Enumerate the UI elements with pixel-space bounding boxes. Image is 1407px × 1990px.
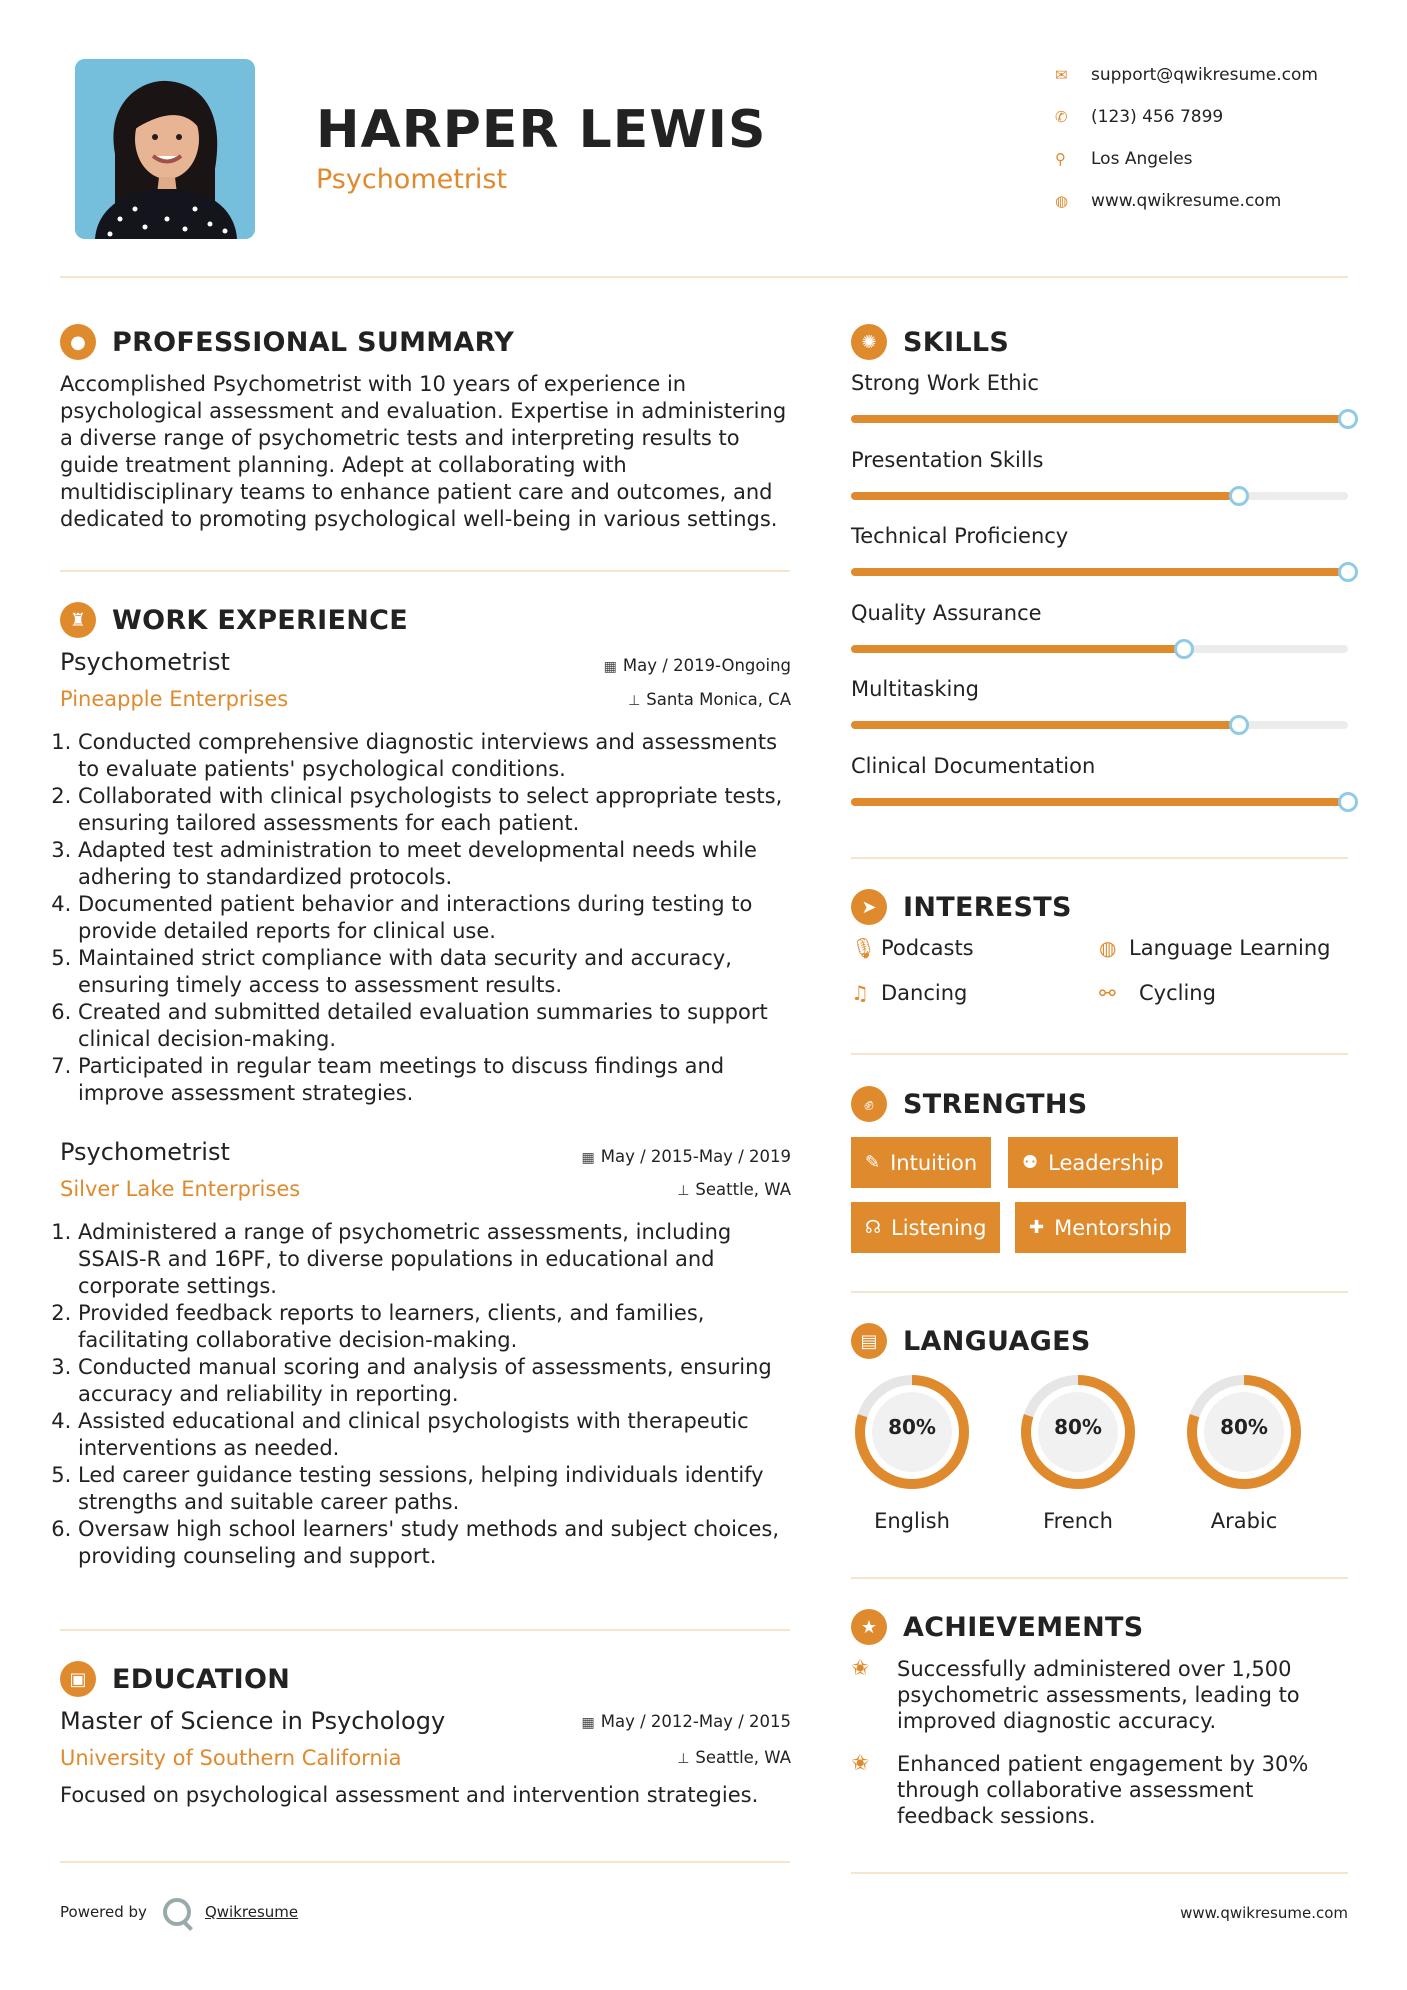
id-card-icon: ▤ (851, 1323, 887, 1359)
summary-heading (60, 324, 514, 360)
paper-plane-icon: ➤ (851, 889, 887, 925)
list-item: 6. Created and submitted detailed evaluation summaries to support clinical decision-making. (78, 999, 800, 1053)
contact-website-text: www.qwikresume.com (1091, 191, 1282, 211)
globe-icon: ◍ (1099, 936, 1117, 960)
achievements-divider (851, 1872, 1348, 1874)
skill-bar-fill (851, 798, 1348, 806)
education-description: Focused on psychological assessment and intervention strategies. (60, 1783, 759, 1807)
chair-icon: ♜ (60, 602, 96, 638)
candidate-title: Psychometrist (316, 164, 508, 195)
language-percent: 80% (888, 1415, 936, 1439)
calendar-icon: ▦ (581, 1715, 595, 1731)
skill-bar (851, 492, 1348, 500)
list-item: 4. Assisted educational and clinical psychologists with therapeutic interventions as needed. (78, 1408, 800, 1462)
star-icon: ✬ (851, 1751, 870, 1776)
language-item (1017, 1371, 1139, 1533)
pin-icon: ⊥ (677, 1183, 690, 1199)
header-divider (60, 276, 1348, 278)
skill-bar-knob (1338, 792, 1358, 812)
location-icon: ⚲ (1055, 150, 1066, 168)
phone-icon: ✆ (1055, 108, 1068, 126)
achievement-text: Successfully administered over 1,500 psychometric assessments, leading to improved diagnostic accuracy. (897, 1657, 1300, 1733)
list-item: 7. Participated in regular team meetings to discuss findings and improve assessment strategies. (78, 1053, 800, 1107)
job-2-dates-text: May / 2015-May / 2019 (600, 1147, 791, 1166)
language-percent: 80% (1220, 1415, 1268, 1439)
list-item: 5. Maintained strict compliance with data security and accuracy, ensuring timely access to assessment results. (78, 945, 800, 999)
achievements-heading-text: ACHIEVEMENTS (903, 1611, 1144, 1643)
experience-divider (60, 1629, 790, 1631)
contact-location (1055, 138, 1385, 180)
contact-website[interactable] (1055, 180, 1385, 222)
interest-language-learning (1099, 936, 1330, 960)
user-plus-icon: ✚ (1029, 1217, 1045, 1238)
strength-mentorship (1015, 1202, 1186, 1253)
skill-bar-fill (851, 721, 1239, 729)
job-1-title: Psychometrist (60, 648, 230, 676)
skill-label: Technical Proficiency (851, 524, 1069, 548)
job-1-dates (604, 656, 791, 675)
education-location (677, 1748, 791, 1767)
skill-bar-knob (1229, 715, 1249, 735)
magic-wand-icon: ✎ (865, 1152, 881, 1173)
skills-divider (851, 857, 1348, 859)
languages-heading-text: LANGUAGES (903, 1325, 1091, 1357)
skill-label: Strong Work Ethic (851, 371, 1039, 395)
skill-bar (851, 798, 1348, 806)
strength-label: Intuition (890, 1150, 978, 1175)
language-item (851, 1371, 973, 1533)
languages-heading (851, 1323, 1091, 1359)
list-item: 1. Conducted comprehensive diagnostic interviews and assessments to evaluate patients' psychological conditions. (78, 729, 800, 783)
strength-leadership (1008, 1137, 1178, 1188)
skill-bar-knob (1338, 562, 1358, 582)
list-item: 4. Documented patient behavior and interactions during testing to provide detailed reports for clinical use. (78, 891, 800, 945)
pin-icon: ⊥ (677, 1751, 690, 1767)
interests-divider (851, 1053, 1348, 1055)
experience-heading (60, 602, 408, 638)
achievements-heading (851, 1609, 1144, 1645)
interest-label: Dancing (881, 981, 968, 1005)
education-heading-text: EDUCATION (112, 1663, 291, 1695)
strengths-heading-text: STRENGTHS (903, 1088, 1088, 1120)
job-2-bullets (60, 1219, 800, 1570)
calendar-icon: ▦ (581, 1150, 595, 1166)
skill-bar (851, 645, 1348, 653)
language-percent: 80% (1054, 1415, 1102, 1439)
powered-by-text: Powered by (60, 1903, 147, 1921)
strength-label: Leadership (1048, 1150, 1164, 1175)
interest-label: Cycling (1139, 981, 1216, 1005)
skills-heading (851, 324, 1009, 360)
education-dates-text: May / 2012-May / 2015 (600, 1712, 791, 1731)
education-divider (60, 1861, 790, 1863)
contact-phone-text: (123) 456 7899 (1091, 107, 1224, 127)
envelope-icon: ✉ (1055, 66, 1068, 84)
skill-bar-fill (851, 415, 1348, 423)
job-1-location (628, 690, 791, 709)
job-2-location-text: Seattle, WA (695, 1180, 791, 1199)
skill-bar-knob (1174, 639, 1194, 659)
achievement-item (851, 1751, 1321, 1829)
user-icon: ● (60, 324, 96, 360)
list-item: 1. Administered a range of psychometric assessments, including SSAIS-R and 16PF, to diverse populations in educational and corporate settings. (78, 1219, 800, 1300)
microphone-icon: 🎙︎ (851, 936, 877, 960)
job-2-dates (582, 1147, 792, 1166)
job-1-company: Pineapple Enterprises (60, 687, 289, 711)
users-icon: ⚉ (1022, 1152, 1039, 1173)
qwikresume-logo-icon (163, 1898, 191, 1926)
contact-list (1055, 54, 1385, 222)
strengths-heading (851, 1086, 1088, 1122)
bicycle-icon: ⚯ (1099, 981, 1116, 1005)
skill-bar (851, 568, 1348, 576)
strengths-divider (851, 1291, 1348, 1293)
summary-heading-text: PROFESSIONAL SUMMARY (112, 326, 515, 358)
summary-text: Accomplished Psychometrist with 10 years of experience in psychological assessment and evaluation. Expertise in administering a diverse range of psychometric tests and interpreting results to guide treatment planning. Adept at collaborating with multidisciplinary teams to enhance patient care and outcomes, and dedicated to promoting psychological well-being in various settings. (60, 372, 787, 531)
globe-icon: ◍ (1055, 192, 1069, 210)
skill-label: Clinical Documentation (851, 753, 1096, 778)
skill-bar-fill (851, 492, 1239, 500)
interest-label: Language Learning (1129, 936, 1331, 960)
list-item: 3. Adapted test administration to meet developmental needs while adhering to standardized protocols. (78, 837, 800, 891)
summary-divider (60, 570, 790, 572)
education-degree: Master of Science in Psychology (60, 1707, 446, 1735)
experience-heading-text: WORK EXPERIENCE (112, 604, 408, 636)
job-2-company: Silver Lake Enterprises (60, 1177, 301, 1201)
profile-photo-illustration (75, 59, 255, 239)
job-1-location-text: Santa Monica, CA (646, 690, 791, 709)
skill-bar (851, 415, 1348, 423)
star-badge-icon: ★ (851, 1609, 887, 1645)
interest-label: Podcasts (881, 936, 974, 960)
job-1-bullets (60, 729, 800, 1107)
languages-divider (851, 1577, 1348, 1579)
skill-bar-fill (851, 645, 1184, 653)
skill-bar (851, 721, 1348, 729)
skill-bar-knob (1338, 409, 1358, 429)
job-1-dates-text: May / 2019-Ongoing (622, 656, 791, 675)
list-item: 2. Collaborated with clinical psychologists to select appropriate tests, ensuring tailored assessments for each patient. (78, 783, 800, 837)
education-school: University of Southern California (60, 1746, 402, 1770)
headphones-icon: ☊ (865, 1217, 881, 1238)
footer-url[interactable]: www.qwikresume.com (1180, 1904, 1348, 1922)
interest-dancing (851, 981, 967, 1005)
strength-label: Listening (891, 1215, 987, 1240)
list-item: 6. Oversaw high school learners' study methods and subject choices, providing counseling and support. (78, 1516, 800, 1570)
job-2-location (677, 1180, 791, 1199)
pin-icon: ⊥ (628, 693, 641, 709)
contact-email[interactable] (1055, 54, 1385, 96)
list-item: 2. Provided feedback reports to learners, clients, and families, facilitating collaborative decision-making. (78, 1300, 800, 1354)
interests-heading-text: INTERESTS (903, 891, 1072, 923)
list-item: 3. Conducted manual scoring and analysis of assessments, ensuring accuracy and reliability in reporting. (78, 1354, 800, 1408)
profile-photo (75, 59, 255, 239)
strength-listening (851, 1202, 1000, 1253)
contact-phone[interactable] (1055, 96, 1385, 138)
interest-podcasts (851, 936, 974, 960)
education-heading (60, 1661, 290, 1697)
list-item: 5. Led career guidance testing sessions, helping individuals identify strengths and suitable career paths. (78, 1462, 800, 1516)
education-location-text: Seattle, WA (695, 1748, 791, 1767)
calendar-icon: ▦ (603, 659, 617, 675)
interests-heading (851, 889, 1072, 925)
achievement-item (851, 1656, 1321, 1734)
skill-bar-fill (851, 568, 1348, 576)
achievement-text: Enhanced patient engagement by 30% through collaborative assessment feedback sessions. (897, 1752, 1309, 1828)
music-icon: ♫ (851, 981, 869, 1005)
candidate-name: HARPER LEWIS (316, 100, 767, 160)
contact-email-text: support@qwikresume.com (1091, 65, 1318, 85)
footer-powered-by (60, 1898, 298, 1926)
skills-heading-text: SKILLS (903, 326, 1010, 358)
skill-bar-knob (1229, 486, 1249, 506)
contact-location-text: Los Angeles (1091, 149, 1193, 169)
star-icon: ✬ (851, 1656, 870, 1681)
language-item (1183, 1371, 1305, 1533)
job-2-title: Psychometrist (60, 1138, 230, 1166)
strength-label: Mentorship (1054, 1215, 1172, 1240)
lightbulb-icon: ✺ (851, 324, 887, 360)
interest-cycling (1099, 981, 1216, 1005)
skill-label: Presentation Skills (851, 447, 1044, 472)
language-name: English (874, 1509, 950, 1533)
strength-intuition (851, 1137, 991, 1188)
language-name: Arabic (1210, 1509, 1278, 1533)
skill-label: Quality Assurance (851, 600, 1042, 625)
skill-label: Multitasking (851, 677, 980, 701)
education-dates (582, 1712, 792, 1731)
fist-icon: ✊︎ (851, 1086, 887, 1122)
brand-link[interactable]: Qwikresume (204, 1903, 299, 1921)
graduate-icon: ▣ (60, 1661, 96, 1697)
language-name: French (1043, 1509, 1113, 1533)
